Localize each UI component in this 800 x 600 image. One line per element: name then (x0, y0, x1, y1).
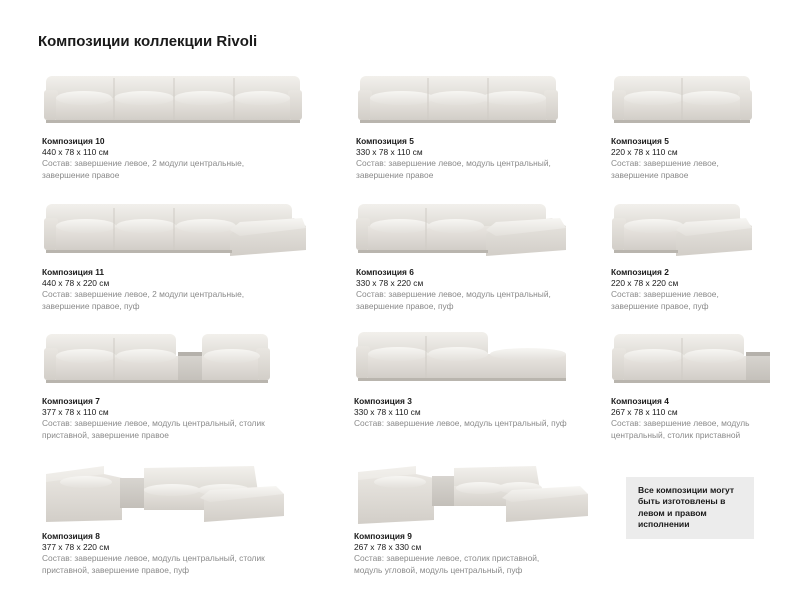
sofa-image-composition-3 (356, 328, 566, 384)
caption-composition-2 (611, 267, 800, 312)
composition-name: Композиция 7 (42, 396, 100, 406)
composition-contents: Состав: завершение левое, модуль центральный, столик приставной, завершение правое (42, 418, 265, 440)
caption-composition-4 (611, 396, 800, 441)
caption-composition-5a (356, 136, 616, 181)
caption-composition-7 (42, 396, 302, 441)
composition-contents: Состав: завершение левое, 2 модули центральные, завершение правое, пуф (42, 289, 245, 311)
caption-composition-5b (611, 136, 800, 181)
sofa-image-composition-11 (44, 200, 306, 260)
composition-dimensions: 267 x 78 x 110 см (611, 407, 678, 418)
composition-contents: Состав: завершение левое, завершение правое (611, 158, 719, 180)
caption-composition-11 (42, 267, 302, 312)
sofa-image-composition-8 (44, 460, 284, 528)
composition-dimensions: 377 x 78 x 110 см (42, 407, 109, 418)
composition-dimensions: 377 x 78 x 220 см (42, 542, 110, 553)
composition-dimensions: 267 x 78 x 330 см (354, 542, 422, 553)
composition-name: Композиция 2 (611, 267, 669, 277)
composition-name: Композиция 11 (42, 267, 105, 277)
composition-dimensions: 330 x 78 x 220 см (356, 278, 424, 289)
composition-dimensions: 440 x 78 x 110 см (42, 147, 109, 158)
sofa-image-composition-5a (358, 68, 558, 126)
composition-name: Композиция 10 (42, 136, 105, 146)
composition-dimensions: 440 x 78 x 220 см (42, 278, 110, 289)
sofa-image-composition-6 (356, 200, 566, 260)
composition-name: Композиция 5 (611, 136, 669, 146)
sofa-image-composition-4 (612, 330, 770, 386)
composition-name: Композиция 8 (42, 531, 100, 541)
composition-contents: Состав: завершение левое, модуль центральный, столик приставной (611, 418, 750, 440)
composition-contents: Состав: завершение левое, модуль центральный, столик приставной, завершение правое, пуф (42, 553, 265, 575)
sofa-image-composition-2 (612, 200, 752, 260)
composition-name: Композиция 6 (356, 267, 414, 277)
composition-dimensions: 220 x 78 x 110 см (611, 147, 678, 158)
composition-name: Композиция 3 (354, 396, 412, 406)
page-title: Композиции коллекции Rivoli (38, 33, 258, 50)
sofa-image-composition-7 (44, 330, 270, 386)
composition-dimensions: 330 x 78 x 110 см (354, 407, 421, 418)
composition-contents: Состав: завершение левое, модуль центральный, завершение правое, пуф (356, 289, 551, 311)
caption-composition-3 (354, 396, 614, 430)
caption-composition-10 (42, 136, 302, 181)
composition-contents: Состав: завершение левое, завершение правое, пуф (611, 289, 719, 311)
caption-composition-9 (354, 531, 614, 576)
caption-composition-6 (356, 267, 616, 312)
composition-dimensions: 220 x 78 x 220 см (611, 278, 679, 289)
composition-dimensions: 330 x 78 x 110 см (356, 147, 423, 158)
sofa-image-composition-5b (612, 68, 752, 126)
composition-name: Композиция 4 (611, 396, 669, 406)
caption-composition-8 (42, 531, 302, 576)
composition-name: Композиция 9 (354, 531, 412, 541)
composition-contents: Состав: завершение левое, 2 модули центральные, завершение правое (42, 158, 245, 180)
composition-contents: Состав: завершение левое, модуль центральный, завершение правое (356, 158, 551, 180)
sofa-image-composition-9 (356, 462, 588, 528)
composition-contents: Состав: завершение левое, столик приставной, модуль угловой, модуль центральный, пуф (354, 553, 540, 575)
sofa-image-composition-10 (44, 68, 302, 126)
composition-contents: Состав: завершение левое, модуль центральный, пуф (354, 418, 567, 429)
composition-name: Композиция 5 (356, 136, 414, 146)
orientation-note-box: Все композиции могут быть изготовлены в левом и правом исполнении (626, 477, 754, 539)
